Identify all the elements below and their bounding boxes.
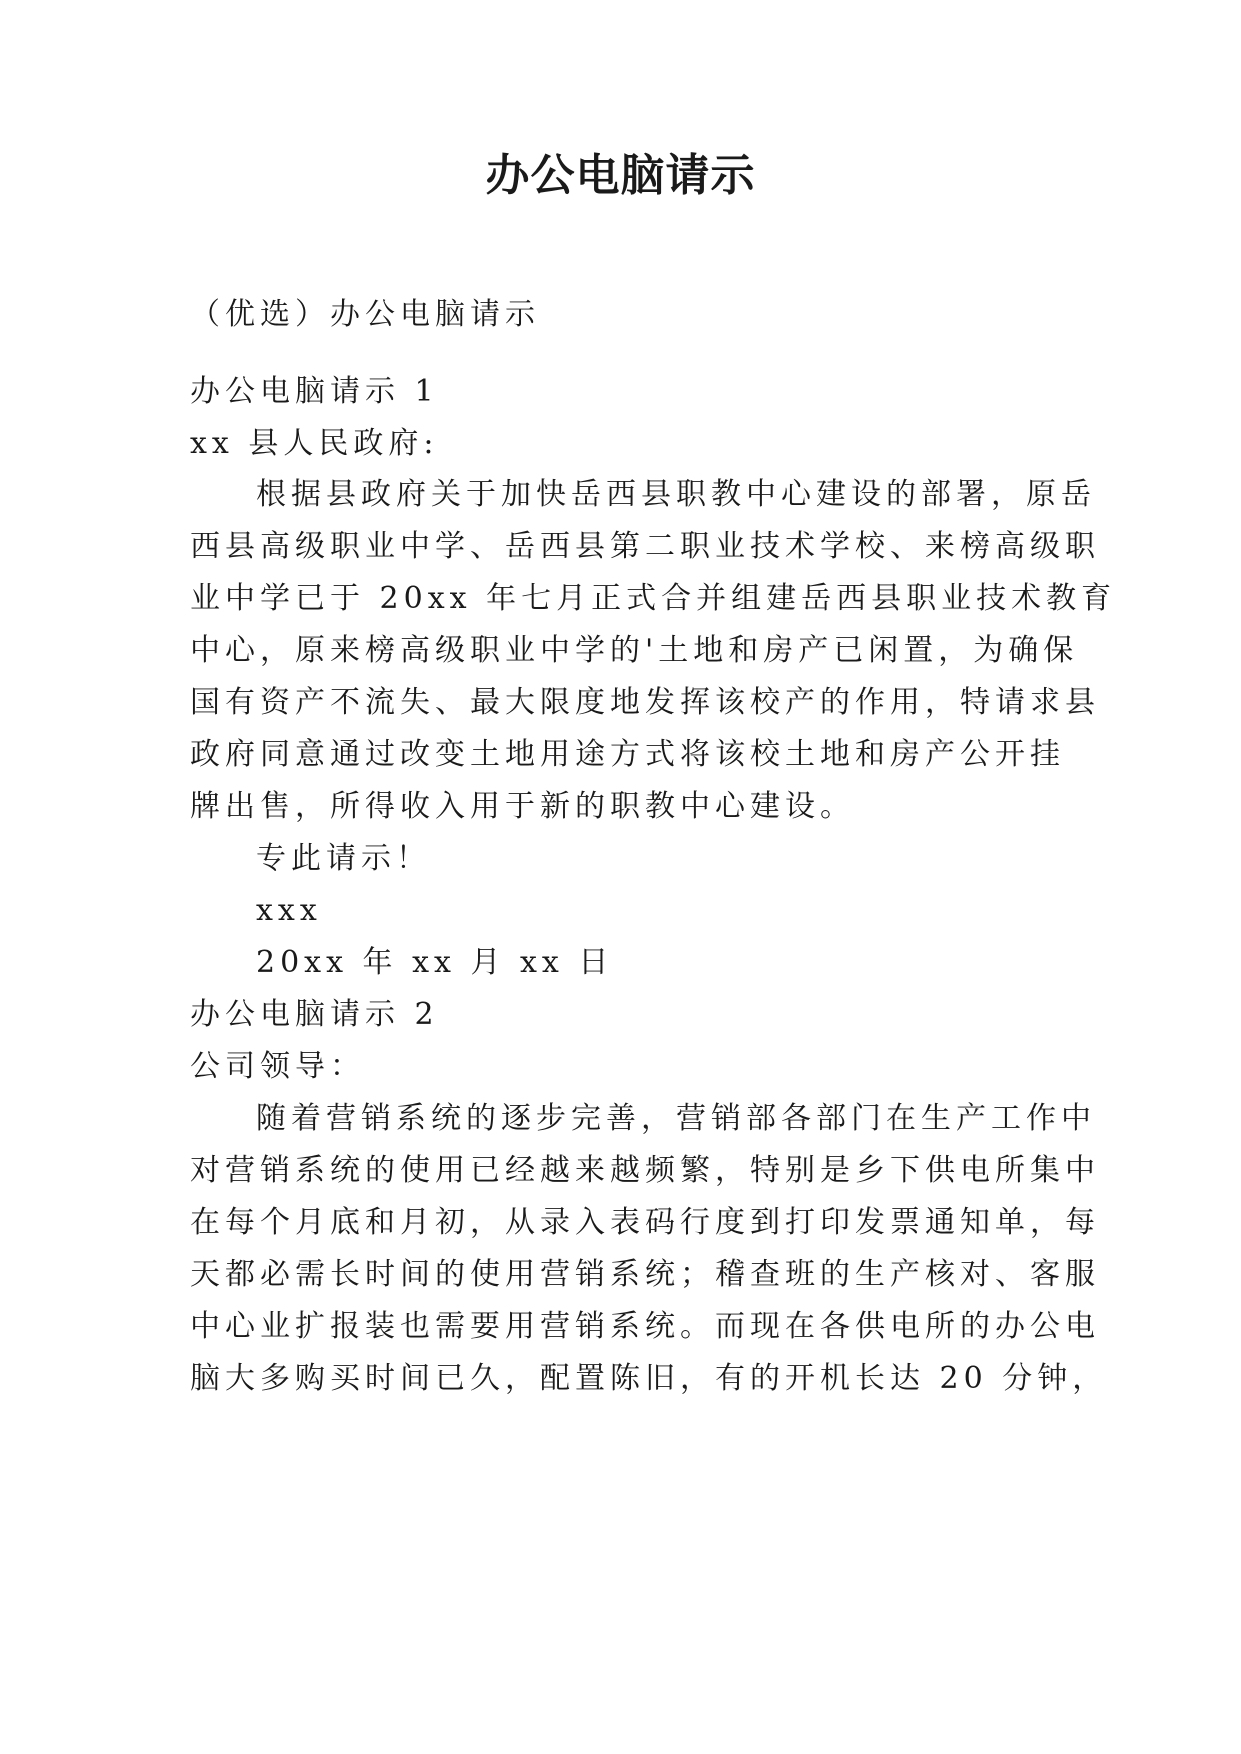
section2-heading: 办公电脑请示 2 xyxy=(190,997,439,1032)
section2-paragraph-line: 脑大多购买时间已久，配置陈旧，有的开机长达 20 分钟， xyxy=(190,1361,1108,1396)
section1-paragraph-line: 西县高级职业中学、岳西县第二职业技术学校、来榜高级职 xyxy=(190,529,1100,564)
section1-heading: 办公电脑请示 1 xyxy=(190,374,439,409)
section1-signer: xxx xyxy=(256,893,322,928)
section1-paragraph-line: 国有资产不流失、最大限度地发挥该校产的作用，特请求县 xyxy=(190,685,1100,720)
section2-addressee: 公司领导： xyxy=(190,1049,365,1084)
document-subtitle: （优选）办公电脑请示 xyxy=(190,297,540,332)
section2-paragraph-line: 中心业扩报装也需要用营销系统。而现在各供电所的办公电 xyxy=(190,1309,1100,1344)
section1-paragraph-line: 牌出售，所得收入用于新的职教中心建设。 xyxy=(190,789,855,824)
section1-closing: 专此请示！ xyxy=(256,841,431,876)
section1-paragraph-line: 政府同意通过改变土地用途方式将该校土地和房产公开挂 xyxy=(190,737,1065,772)
section1-date: 20xx 年 xx 月 xx 日 xyxy=(256,945,614,980)
section2-paragraph-line: 随着营销系统的逐步完善，营销部各部门在生产工作中 xyxy=(256,1101,1096,1136)
section1-addressee: xx 县人民政府: xyxy=(190,426,439,461)
section1-paragraph-line: 业中学已于 20xx 年七月正式合并组建岳西县职业技术教育 xyxy=(190,581,1117,616)
section2-paragraph-line: 在每个月底和月初，从录入表码行度到打印发票通知单，每 xyxy=(190,1205,1100,1240)
section2-paragraph-line: 对营销系统的使用已经越来越频繁，特别是乡下供电所集中 xyxy=(190,1153,1100,1188)
section1-paragraph-line: 中心，原来榜高级职业中学的'土地和房产已闲置，为确保 xyxy=(190,633,1079,668)
document-title: 办公电脑请示 xyxy=(485,150,756,201)
section1-paragraph-line: 根据县政府关于加快岳西县职教中心建设的部署，原岳 xyxy=(256,477,1096,512)
section2-paragraph-line: 天都必需长时间的使用营销系统；稽查班的生产核对、客服 xyxy=(190,1257,1100,1292)
